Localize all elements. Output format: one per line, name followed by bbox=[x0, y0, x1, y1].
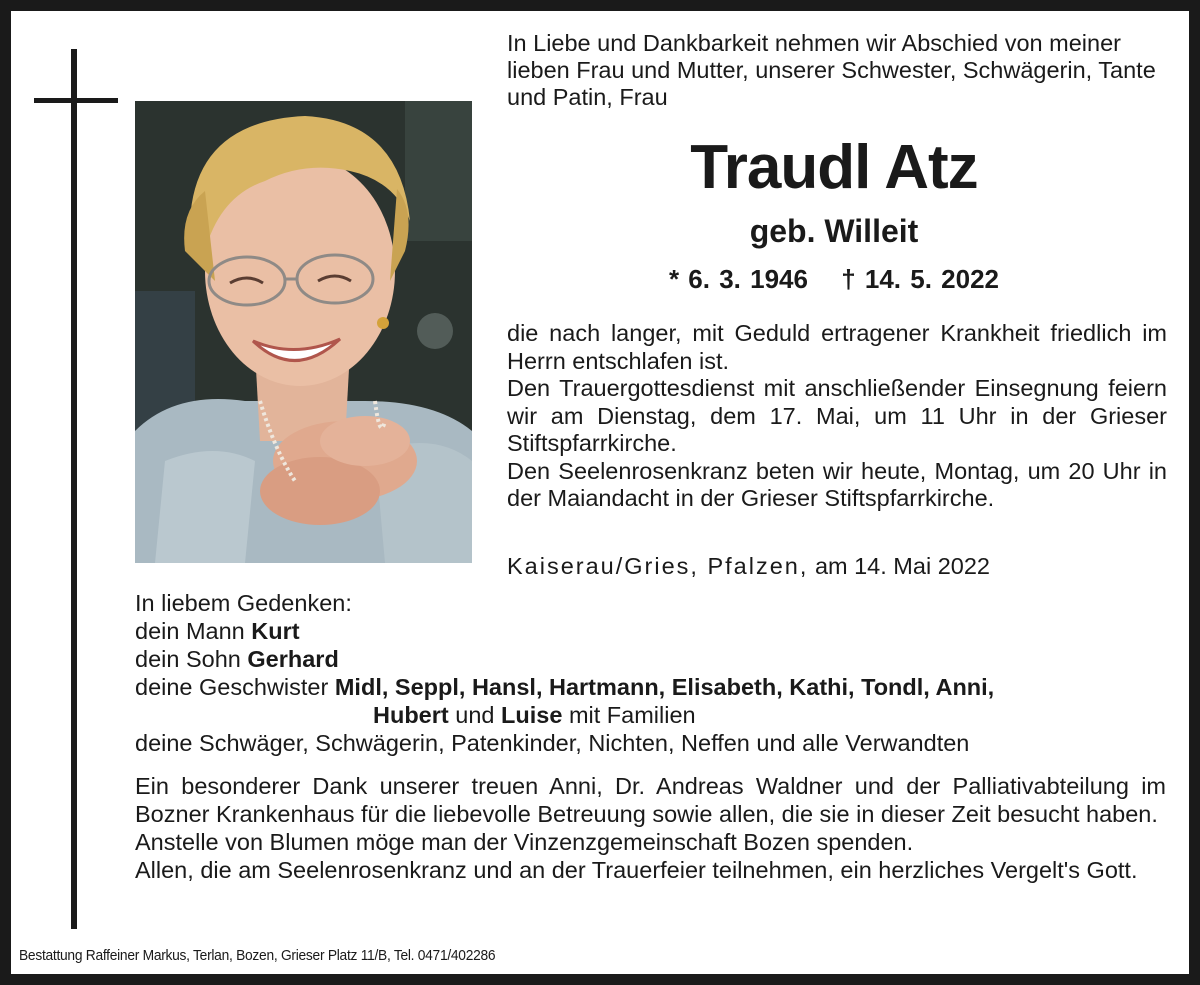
mourners-list bbox=[135, 589, 1165, 757]
place-and-date bbox=[507, 552, 1167, 580]
mourner-siblings-cont: Hubert und Luise mit Familien bbox=[373, 702, 696, 728]
son-name: Gerhard bbox=[247, 646, 339, 672]
mourner-siblings: deine Geschwister Midl, Seppl, Hansl, Hartmann, Elisabeth, Kathi, Tondl, Anni, bbox=[135, 674, 995, 700]
place-date: am 14. Mai 2022 bbox=[814, 553, 990, 579]
announcement-body bbox=[507, 320, 1167, 513]
deceased-name: Traudl Atz bbox=[690, 133, 978, 202]
maiden-name: geb. Willeit bbox=[749, 213, 919, 249]
mourner-husband: dein Mann Kurt bbox=[135, 618, 300, 644]
cross-icon-bar bbox=[34, 98, 118, 103]
thanks-section bbox=[135, 772, 1166, 884]
cross-icon bbox=[71, 49, 77, 929]
intro-text: In Liebe und Dankbarkeit nehmen wir Abschied von meiner lieben Frau und Mutter, unserer Schwester, Schwägerin, Tante und Patin, Frau bbox=[507, 30, 1156, 110]
mourner-relatives: deine Schwäger, Schwägerin, Patenkinder, Nichten, Neffen und alle Verwandten bbox=[135, 730, 970, 756]
body-paragraph: Den Trauergottesdienst mit anschließender Einsegnung feiern wir am Dienstag, dem 17. Mai, um 11 Uhr in der Grieser Stiftspfarrkirche. bbox=[507, 375, 1167, 456]
thanks-paragraph: Ein besonderer Dank unserer treuen Anni, Dr. Andreas Waldner und der Palliativabteilung im Bozner Krankenhaus für die liebevolle Betreuung sowie allen, die sie in dieser Zeit besucht haben. bbox=[135, 773, 1166, 827]
funeral-home-footer: Bestattung Raffeiner Markus, Terlan, Bozen, Grieser Platz 11/B, Tel. 0471/402286 bbox=[19, 947, 496, 964]
birth-date: * 6. 3. 1946 bbox=[668, 264, 808, 294]
body-paragraph: Den Seelenrosenkranz beten wir heute, Montag, um 20 Uhr in der Maiandacht in der Grieser Stiftspfarrkirche. bbox=[507, 457, 1167, 511]
body-paragraph: die nach langer, mit Geduld ertragener Krankheit friedlich im Herrn entschlafen ist. bbox=[507, 320, 1167, 374]
husband-name: Kurt bbox=[251, 618, 300, 644]
thanks-paragraph: Allen, die am Seelenrosenkranz und an der Trauerfeier teilnehmen, ein herzliches Vergelt's Gott. bbox=[135, 857, 1138, 883]
thanks-paragraph: Anstelle von Blumen möge man der Vinzenzgemeinschaft Bozen spenden. bbox=[135, 829, 914, 855]
death-date: † 14. 5. 2022 bbox=[841, 264, 1000, 294]
place-location: Kaiserau/Gries, Pfalzen, bbox=[507, 553, 809, 579]
life-dates bbox=[500, 263, 1168, 295]
siblings-names: Midl, Seppl, Hansl, Hartmann, Elisabeth, Kathi, Tondl, Anni, bbox=[334, 674, 995, 700]
mourner-son: dein Sohn Gerhard bbox=[135, 646, 339, 672]
portrait-photo bbox=[135, 101, 472, 563]
mourners-heading: In liebem Gedenken: bbox=[135, 590, 352, 616]
